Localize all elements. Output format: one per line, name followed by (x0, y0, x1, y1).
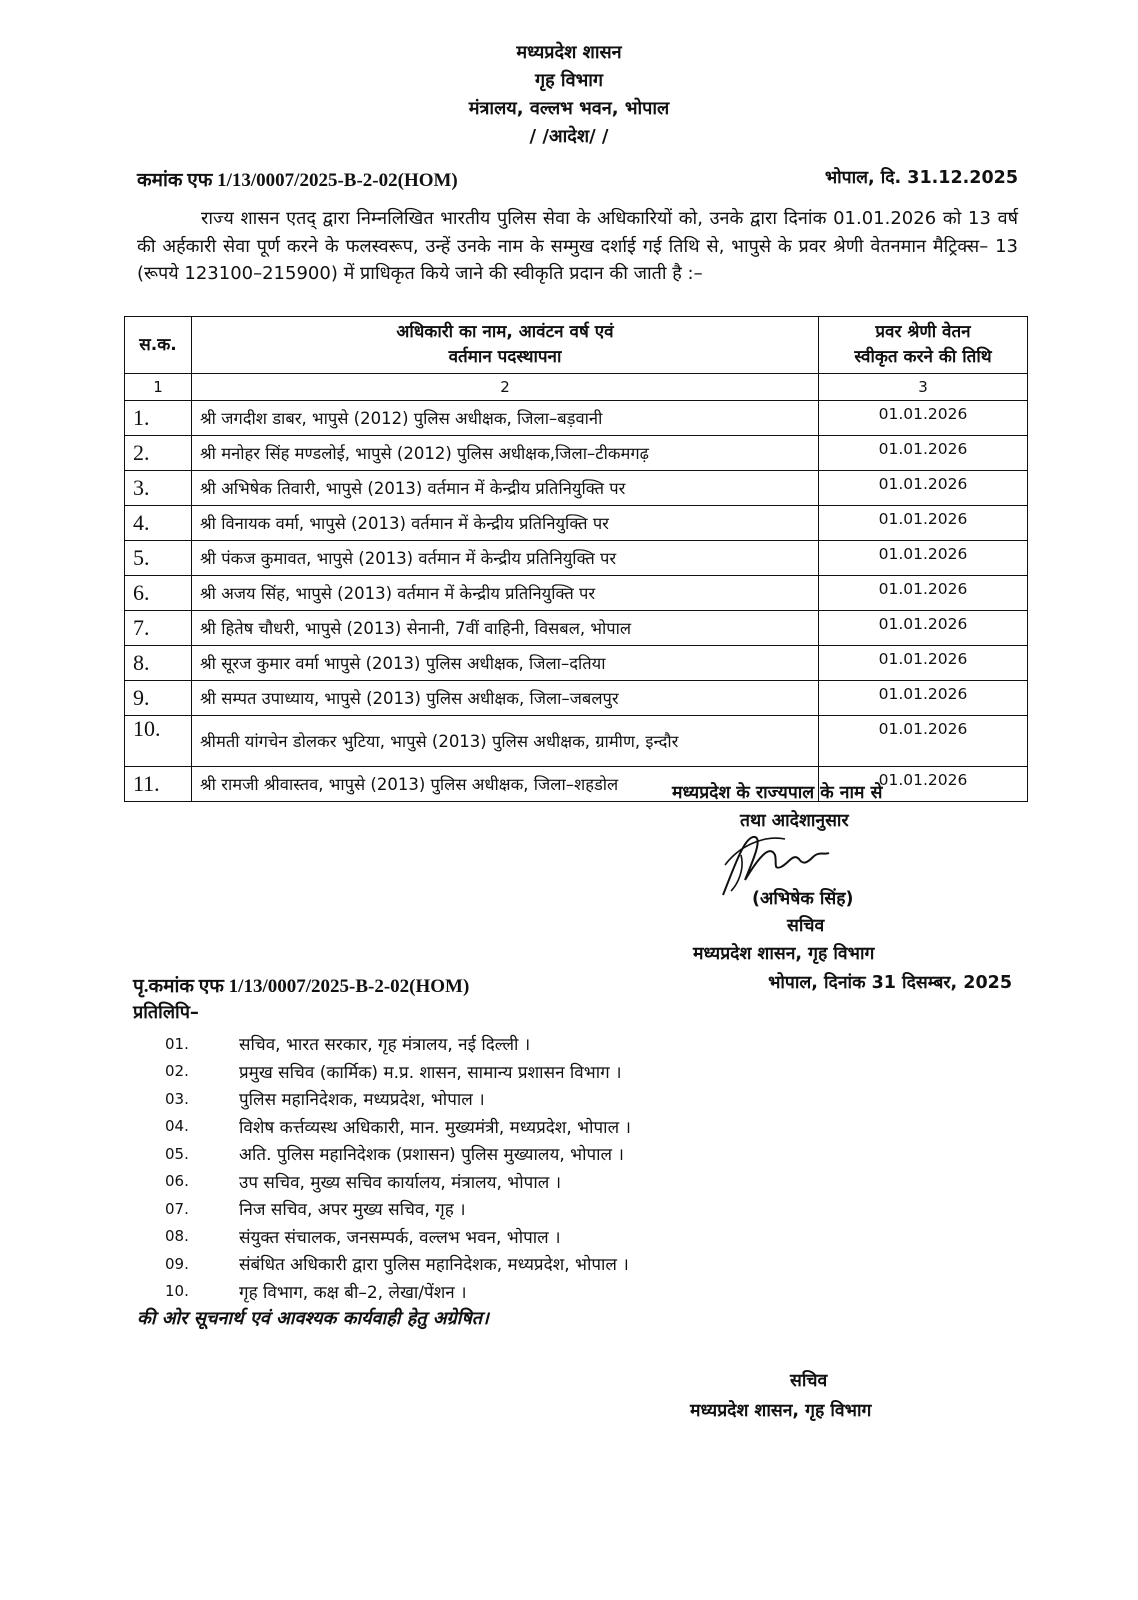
row-date: 01.01.2026 (819, 767, 1028, 802)
list-item-number: 06. (165, 1172, 189, 1191)
row-date: 01.01.2026 (819, 436, 1028, 471)
table-row (125, 471, 1028, 506)
header-officer-details (192, 317, 819, 374)
row-officer: श्री रामजी श्रीवास्तव, भापुसे (2013) पुलिस अधीक्षक, जिला–शहडोल (192, 767, 819, 802)
header-officer-line1: अधिकारी का नाम, आवंटन वर्ष एवं (396, 322, 614, 342)
list-item-number: 03. (165, 1089, 189, 1108)
table-row (125, 681, 1028, 716)
table-row (125, 611, 1028, 646)
row-sn: 2. (125, 436, 192, 471)
list-item-text: उप सचिव, मुख्य सचिव कार्यालय, मंत्रालय, भोपाल । (239, 1172, 562, 1193)
list-item (165, 1195, 631, 1223)
header-officer-line2: वर्तमान पदस्थापना (448, 347, 562, 367)
col-number: 3 (819, 374, 1028, 401)
list-item (165, 1140, 631, 1168)
office-address: मंत्रालय, वल्लभ भवन, भोपाल (468, 98, 670, 119)
row-sn: 11. (125, 767, 192, 802)
list-item (165, 1058, 631, 1086)
row-officer: श्री सूरज कुमार वर्मा भापुसे (2013) पुलिस अधीक्षक, जिला–दतिया (192, 646, 819, 681)
row-date: 01.01.2026 (819, 611, 1028, 646)
signatory-designation: सचिव (787, 916, 825, 936)
authority-line2: तथा आदेशानुसार (740, 811, 849, 831)
copy-ref-number: पृ.कमांक एफ 1/13/0007/2025-B-2-02(HOM) (133, 976, 470, 997)
list-item-text: विशेष कर्त्तव्यस्थ अधिकारी, मान. मुख्यमंत्री, मध्यप्रदेश, भोपाल । (239, 1117, 631, 1138)
row-date: 01.01.2026 (819, 401, 1028, 436)
list-item-text: प्रमुख सचिव (कार्मिक) म.प्र. शासन, सामान्य प्रशासन विभाग । (239, 1062, 622, 1083)
col-number: 2 (192, 374, 819, 401)
row-officer: श्री विनायक वर्मा, भापुसे (2013) वर्तमान में केन्द्रीय प्रतिनियुक्ति पर (192, 506, 819, 541)
order-body (137, 205, 1018, 288)
row-date: 01.01.2026 (819, 471, 1028, 506)
govt-title: मध्यप्रदेश शासन (516, 42, 622, 63)
list-item-number: 08. (165, 1227, 189, 1246)
row-sn: 8. (125, 646, 192, 681)
row-officer: श्री सम्पत उपाध्याय, भापुसे (2013) पुलिस अधीक्षक, जिला–जबलपुर (192, 681, 819, 716)
list-item (165, 1168, 631, 1196)
header-grade-date (819, 317, 1028, 374)
row-sn: 9. (125, 681, 192, 716)
row-date: 01.01.2026 (819, 646, 1028, 681)
row-officer: श्री अजय सिंह, भापुसे (2013) वर्तमान में केन्द्रीय प्रतिनियुक्ति पर (192, 576, 819, 611)
list-item (165, 1278, 631, 1306)
department-title: गृह विभाग (534, 70, 604, 91)
row-officer: श्री मनोहर सिंह मण्डलोई, भापुसे (2012) पुलिस अधीक्षक,जिला–टीकमगढ़ (192, 436, 819, 471)
forward-note: की ओर सूचनार्थ एवं आवश्यक कार्यवाही हेतु अग्रेषित। (137, 1308, 489, 1329)
row-date: 01.01.2026 (819, 576, 1028, 611)
list-item-number: 05. (165, 1144, 189, 1163)
row-sn: 7. (125, 611, 192, 646)
table-row (125, 506, 1028, 541)
row-date: 01.01.2026 (819, 681, 1028, 716)
list-item-number: 07. (165, 1199, 189, 1218)
row-officer: श्रीमती यांगचेन डोलकर भुटिया, भापुसे (2013) पुलिस अधीक्षक, ग्रामीण, इन्दौर (192, 716, 819, 767)
list-item (165, 1113, 631, 1141)
copy-place-date: भोपाल, दिनांक 31 दिसम्बर, 2025 (768, 973, 1012, 993)
row-date: 01.01.2026 (819, 541, 1028, 576)
table-row (125, 541, 1028, 576)
signatory-name: (अभिषेक सिंह) (752, 889, 854, 909)
list-item-number: 10. (165, 1282, 189, 1301)
header-sn: स.क. (125, 317, 192, 374)
row-officer: श्री जगदीश डाबर, भापुसे (2012) पुलिस अधीक्षक, जिला–बड़वानी (192, 401, 819, 436)
header-date-line2: स्वीकृत करने की तिथि (854, 347, 992, 367)
list-item-number: 01. (165, 1034, 189, 1053)
row-officer: श्री पंकज कुमावत, भापुसे (2013) वर्तमान में केन्द्रीय प्रतिनियुक्ति पर (192, 541, 819, 576)
list-item-number: 09. (165, 1254, 189, 1273)
table-row (125, 767, 1028, 802)
copy-recipients-list (165, 1030, 631, 1305)
list-item (165, 1085, 631, 1113)
table-row (125, 576, 1028, 611)
row-officer: श्री हितेष चौधरी, भापुसे (2013) सेनानी, 7वीं वाहिनी, विसबल, भोपाल (192, 611, 819, 646)
list-item-number: 02. (165, 1062, 189, 1081)
row-sn: 4. (125, 506, 192, 541)
header-date-line1: प्रवर श्रेणी वेतन (875, 322, 971, 342)
order-heading: / /आदेश/ / (529, 126, 609, 147)
list-item-text: संयुक्त संचालक, जनसम्पर्क, वल्लभ भवन, भोपाल । (239, 1227, 561, 1248)
row-date: 01.01.2026 (819, 716, 1028, 767)
list-item-text: निज सचिव, अपर मुख्य सचिव, गृह । (239, 1200, 466, 1221)
list-item-text: अति. पुलिस महानिदेशक (प्रशासन) पुलिस मुख्यालय, भोपाल । (239, 1145, 624, 1166)
table-row (125, 401, 1028, 436)
row-sn: 10. (125, 716, 192, 767)
table-row (125, 646, 1028, 681)
list-item-number: 04. (165, 1117, 189, 1136)
list-item (165, 1250, 631, 1278)
signatory-department: मध्यप्रदेश शासन, गृह विभाग (693, 944, 875, 964)
list-item-text: संबंधित अधिकारी द्वारा पुलिस महानिदेशक, मध्यप्रदेश, भोपाल । (239, 1255, 629, 1276)
copy-sign-department: मध्यप्रदेश शासन, गृह विभाग (690, 1401, 872, 1421)
list-item-text: सचिव, भारत सरकार, गृह मंत्रालय, नई दिल्ली । (239, 1035, 531, 1056)
table-row (125, 716, 1028, 767)
row-sn: 5. (125, 541, 192, 576)
row-officer: श्री अभिषेक तिवारी, भापुसे (2013) वर्तमान में केन्द्रीय प्रतिनियुक्ति पर (192, 471, 819, 506)
officers-table (124, 316, 1028, 802)
list-item (165, 1030, 631, 1058)
authority-line1: मध्यप्रदेश के राज्यपाल के नाम से (672, 783, 883, 803)
order-place-date: भोपाल, दि. 31.12.2025 (824, 168, 1018, 188)
row-sn: 3. (125, 471, 192, 506)
table-row (125, 436, 1028, 471)
list-item-text: पुलिस महानिदेशक, मध्यप्रदेश, भोपाल । (239, 1090, 485, 1111)
copy-sign-designation: सचिव (790, 1371, 828, 1391)
col-number: 1 (125, 374, 192, 401)
order-ref-number: कमांक एफ 1/13/0007/2025-B-2-02(HOM) (137, 170, 458, 191)
row-sn: 1. (125, 401, 192, 436)
order-body-text: राज्य शासन एतद् द्वारा निम्नलिखित भारतीय पुलिस सेवा के अधिकारियों को, उनके द्वारा दिनांक 01.01.2026 को 13 वर्ष की अर्हकारी सेवा पूर्ण करने के फलस्वरूप, उन्हें उनके नाम के सम्मुख दर्शाई गई तिथि से, भापुसे के प्रवर श्रेणी वेतनमान मैट्रिक्स– 13 (रूपये 123100–215900) में प्राधिकृत किये जाने की स्वीकृति प्रदान की जाती है :– (137, 208, 1018, 284)
list-item (165, 1223, 631, 1251)
copy-heading: प्रतिलिपि– (133, 1002, 199, 1023)
row-date: 01.01.2026 (819, 506, 1028, 541)
row-sn: 6. (125, 576, 192, 611)
list-item-text: गृह विभाग, कक्ष बी–2, लेखा/पेंशन । (239, 1282, 467, 1303)
